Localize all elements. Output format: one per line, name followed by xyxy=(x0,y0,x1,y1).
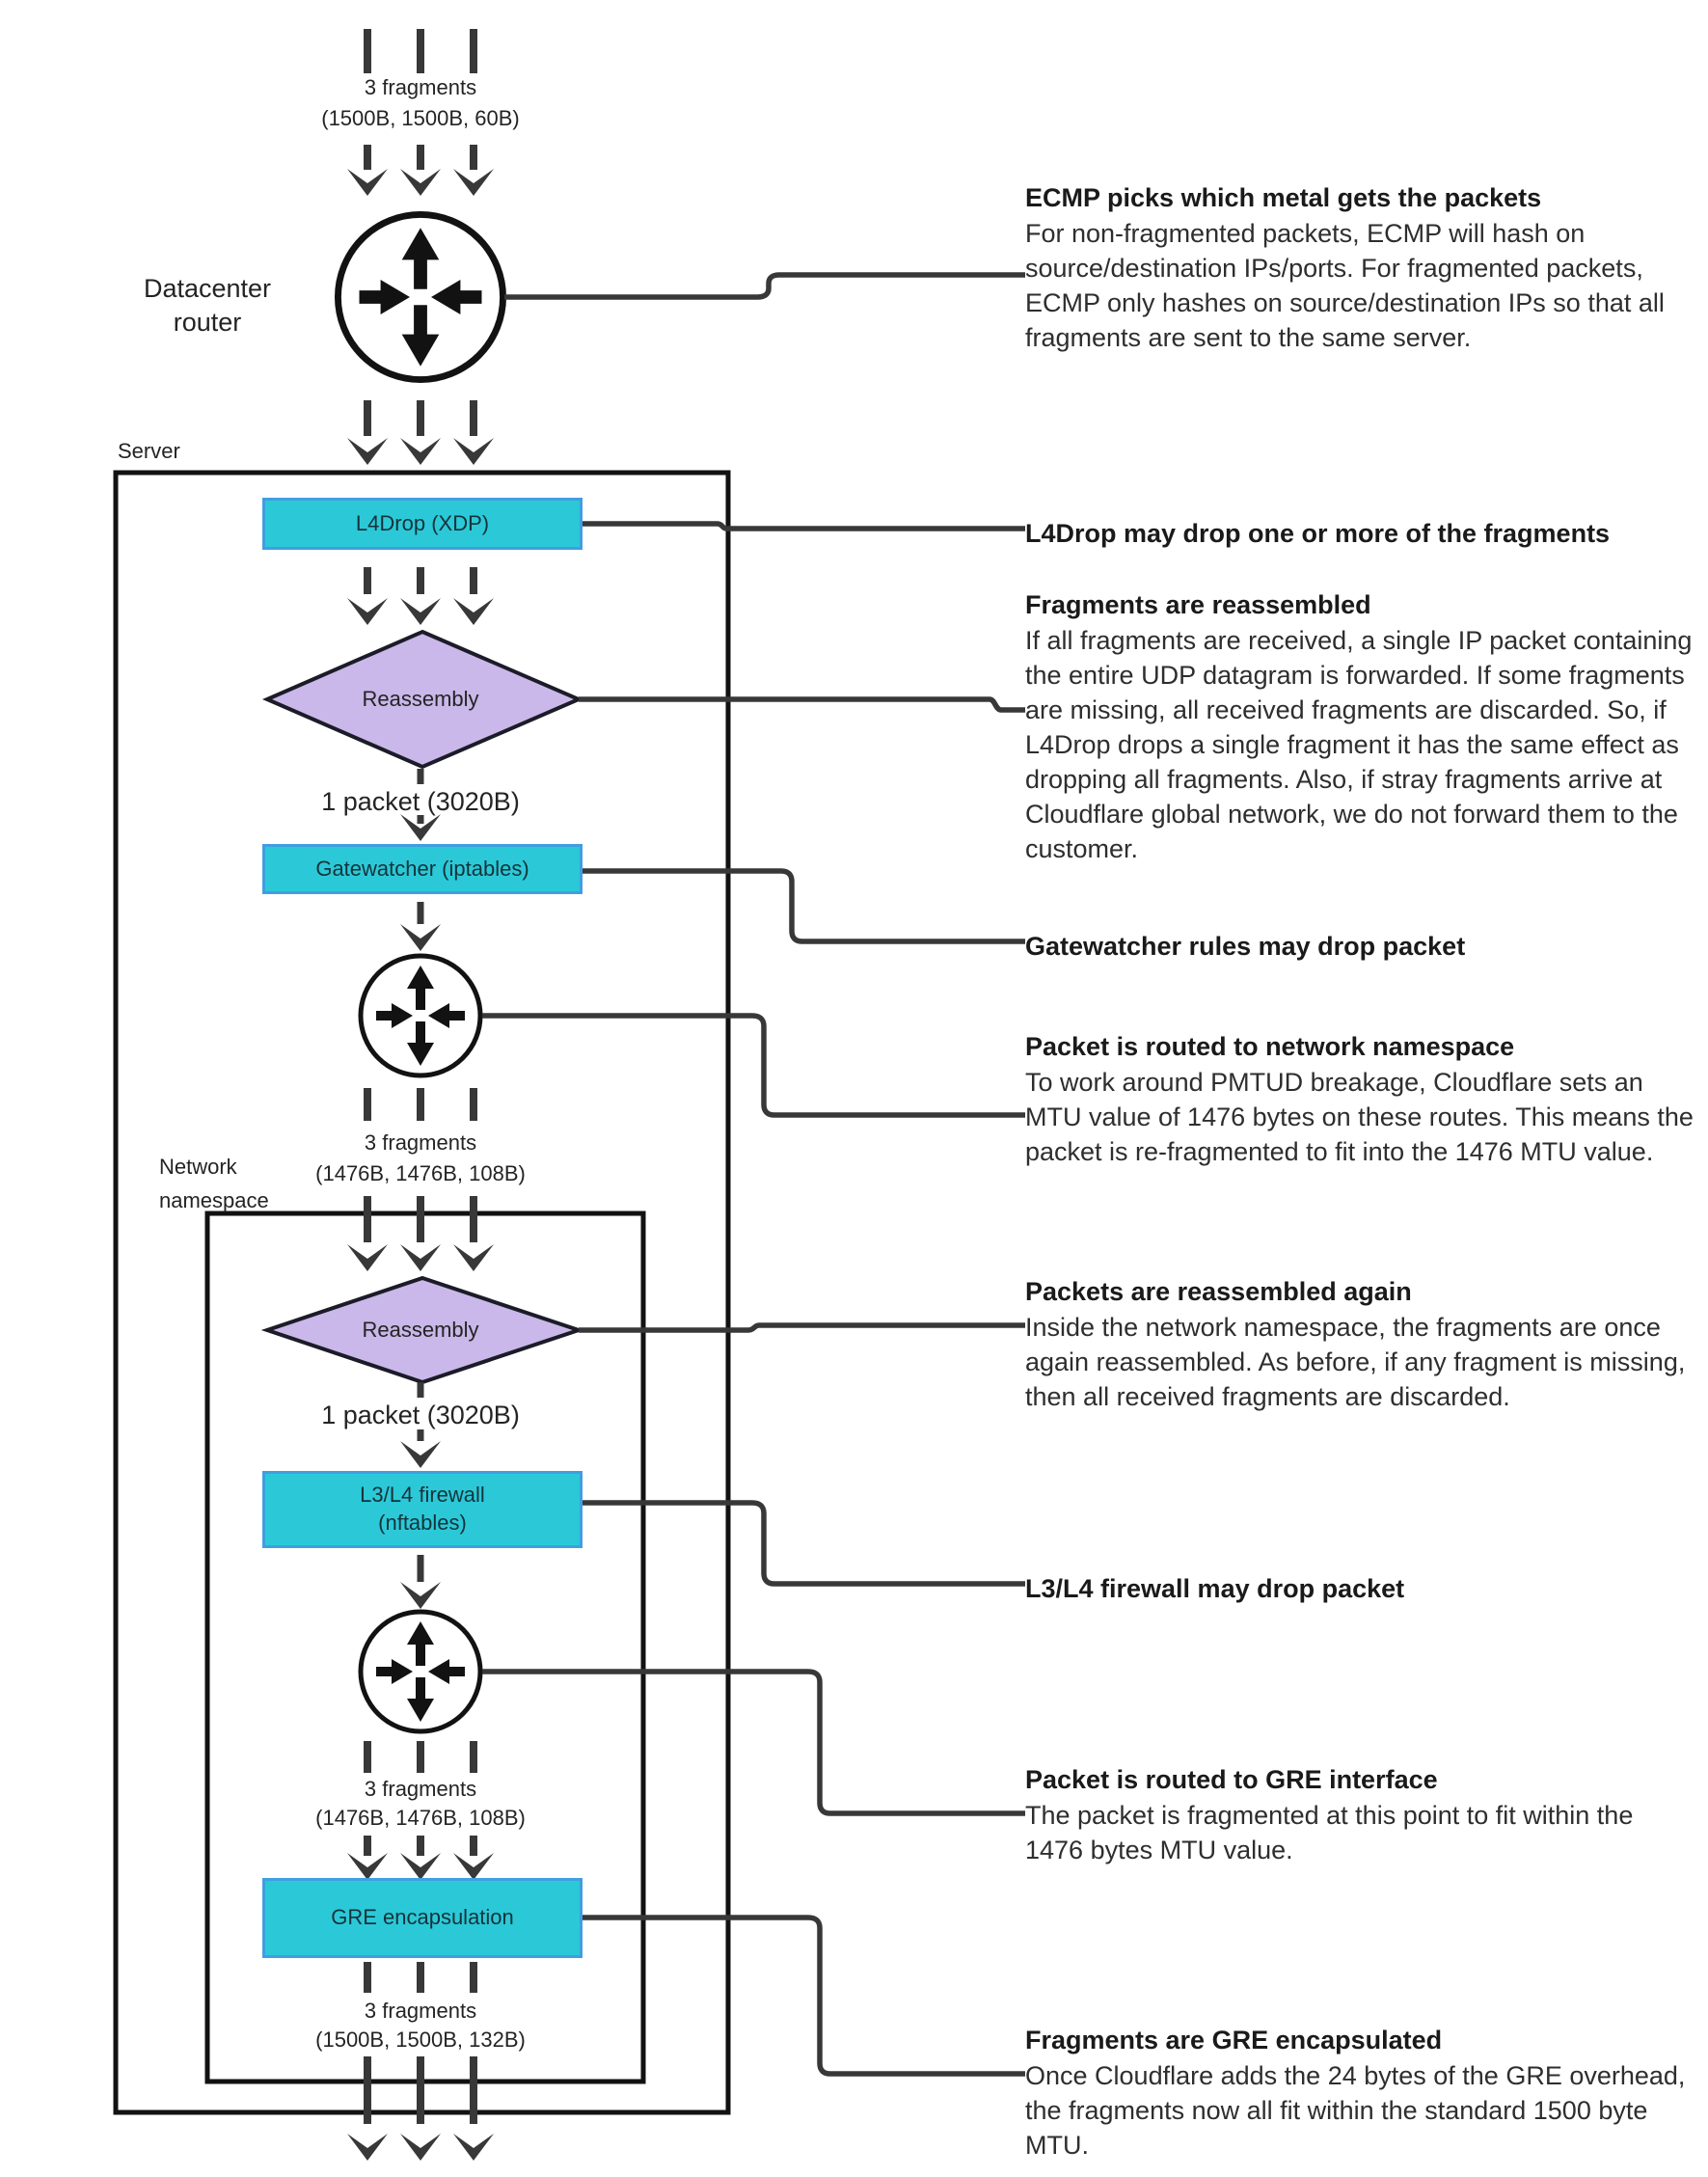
datacenter-router-icon xyxy=(338,214,502,379)
mid-fragments-label: 3 fragments xyxy=(364,1130,477,1155)
gatewatcher-node xyxy=(262,844,583,894)
bottom-fragments-label: 3 fragments xyxy=(364,1999,477,2023)
connector-l4drop xyxy=(583,524,1025,529)
top-fragments-sizes: (1500B, 1500B, 60B) xyxy=(321,106,520,130)
annotation-body: Once Cloudflare adds the 24 bytes of the GRE overhead, the fragments now all fit within the standard 1500 byte MTU. xyxy=(1025,2061,1686,2160)
annotation-title: L4Drop may drop one or more of the fragments xyxy=(1025,519,1611,548)
arrows-router-to-server xyxy=(367,400,474,436)
gatewatcher-label: Gatewatcher (iptables) xyxy=(315,856,529,881)
l4drop-label: L4Drop (XDP) xyxy=(355,510,490,535)
mid-fragments-sizes: (1476B, 1476B, 108B) xyxy=(315,1161,526,1185)
annotation-firewall xyxy=(1025,1570,1695,1607)
gre-in-fragments-sizes: (1476B, 1476B, 108B) xyxy=(315,1806,526,1830)
bottom-fragments-sizes: (1500B, 1500B, 132B) xyxy=(315,2027,526,2052)
annotation-title: Packets are reassembled again xyxy=(1025,1277,1412,1306)
annotation-title: Gatewatcher rules may drop packet xyxy=(1025,932,1466,961)
connector-router2 xyxy=(482,1016,1025,1115)
annotation-reassembled xyxy=(1025,586,1695,866)
reassembly1-label: Reassembly xyxy=(362,687,479,711)
annotation-body: Inside the network namespace, the fragments are once again reassembled. As before, if any fragment is missing, then all received fragments are discarded. xyxy=(1025,1313,1686,1411)
connector-reassembly1 xyxy=(579,699,1025,710)
annotation-body: To work around PMTUD breakage, Cloudflare sets an MTU value of 1476 bytes on these routes. This means the packet is re-fragmented to fit into the 1476 MTU value. xyxy=(1025,1068,1694,1166)
reassembly2-label: Reassembly xyxy=(362,1318,479,1342)
annotation-body: The packet is fragmented at this point to fit within the 1476 bytes MTU value. xyxy=(1025,1801,1634,1864)
gre-node xyxy=(262,1878,583,1958)
firewall-node xyxy=(262,1471,583,1548)
fragment-ticks-mid xyxy=(367,1088,474,1121)
fragment-ticks-top xyxy=(367,29,474,73)
network-namespace-label: Network namespace xyxy=(159,1155,269,1213)
packet2-label: 1 packet (3020B) xyxy=(321,1401,520,1429)
annotation-gre-encapsulated xyxy=(1025,2022,1695,2163)
annotation-reassembled-again xyxy=(1025,1273,1695,1414)
annotation-body: For non-fragmented packets, ECMP will hash on source/destination IPs/ports. For fragmented packets, ECMP only hashes on source/destination IPs so that all fragments are sent to the same server. xyxy=(1025,219,1665,352)
annotation-title: Fragments are reassembled xyxy=(1025,590,1371,619)
connector-firewall xyxy=(583,1503,1025,1584)
annotation-title: Packet is routed to GRE interface xyxy=(1025,1765,1438,1794)
fragment-ticks-gre-in xyxy=(367,1741,474,1773)
gre-in-fragments-label: 3 fragments xyxy=(364,1777,477,1801)
firewall-label-line2: (nftables) xyxy=(378,1510,467,1535)
annotation-title: Packet is routed to network namespace xyxy=(1025,1032,1515,1061)
annotation-ecmp xyxy=(1025,179,1695,355)
annotation-routed-namespace xyxy=(1025,1028,1695,1169)
annotation-title: L3/L4 firewall may drop packet xyxy=(1025,1574,1405,1603)
annotation-body: If all fragments are received, a single IP packet containing the entire UDP datagram is forwarded. If some fragments are missing, all received fragments are discarded. So, if L4Drop drops a single fragment it has the same effect as dropping all fragments. Also, if stray fragments arrive at Cloudflare global network, we do not forward them to the customer. xyxy=(1025,626,1693,863)
annotation-l4drop xyxy=(1025,515,1695,552)
annotation-gre-interface xyxy=(1025,1761,1695,1867)
gre-label: GRE encapsulation xyxy=(331,1905,514,1930)
top-fragments-label: 3 fragments xyxy=(364,75,477,99)
annotation-title: Fragments are GRE encapsulated xyxy=(1025,2026,1443,2055)
arrows-into-gre xyxy=(367,1836,474,1856)
gre-router-icon xyxy=(361,1612,480,1731)
l4drop-node xyxy=(262,498,583,550)
connector-ecmp xyxy=(504,275,1025,297)
arrows-into-namespace xyxy=(367,1196,474,1242)
annotation-title: ECMP picks which metal gets the packets xyxy=(1025,183,1542,212)
datacenter-router-label: Datacenter router xyxy=(143,274,272,338)
firewall-label-line1: L3/L4 firewall xyxy=(360,1483,485,1508)
arrows-into-router xyxy=(367,145,474,170)
namespace-router-icon xyxy=(361,956,480,1075)
connector-gre xyxy=(583,1918,1025,2074)
connector-gatewatcher xyxy=(583,871,1025,941)
arrows-l4drop-to-reassembly xyxy=(367,567,474,594)
packet1-label: 1 packet (3020B) xyxy=(321,787,520,816)
fragment-ticks-bottom xyxy=(367,1962,474,1993)
server-label: Server xyxy=(118,439,180,463)
annotation-gatewatcher xyxy=(1025,928,1695,965)
